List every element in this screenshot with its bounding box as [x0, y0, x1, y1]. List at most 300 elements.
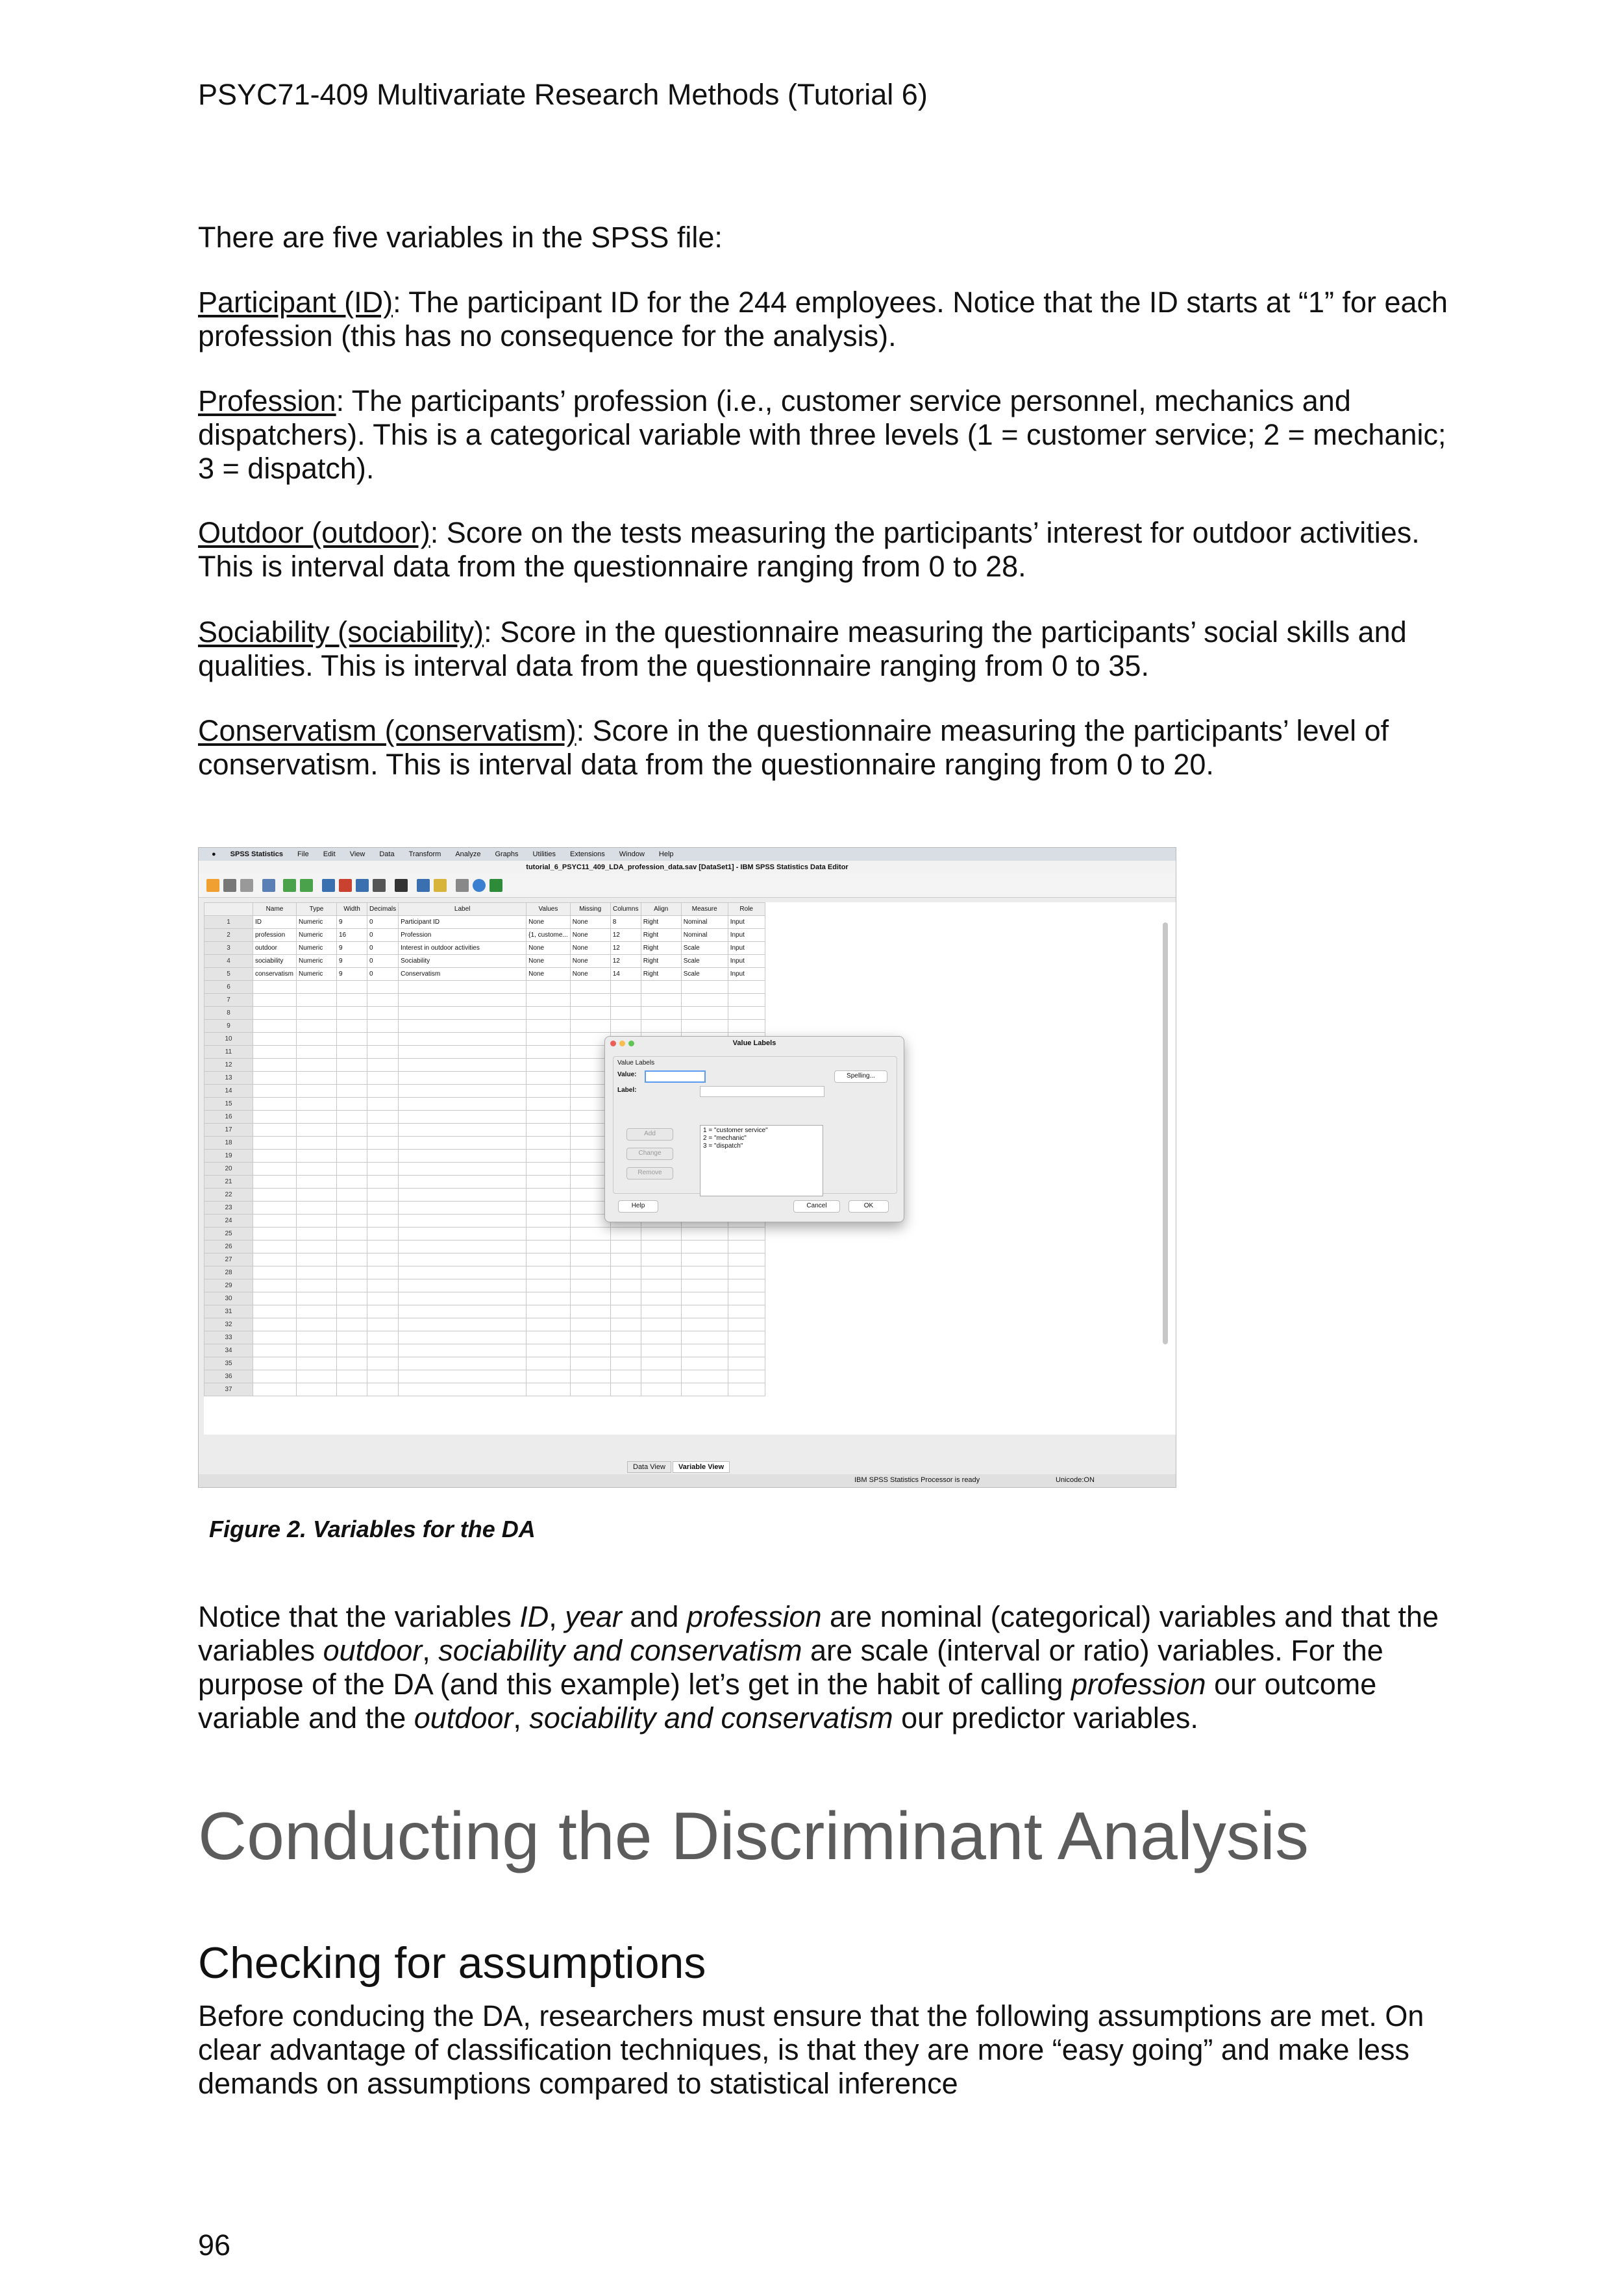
table-cell[interactable] [610, 1007, 641, 1020]
menu-utilities[interactable]: Utilities [532, 850, 556, 858]
table-cell[interactable] [527, 1292, 571, 1305]
tab-data-view[interactable]: Data View [627, 1461, 671, 1473]
table-cell[interactable] [337, 1111, 367, 1124]
vertical-scrollbar[interactable] [1163, 922, 1168, 1344]
table-cell[interactable] [570, 1357, 610, 1370]
table-cell[interactable]: 0 [367, 942, 399, 955]
table-cell[interactable]: Right [641, 929, 681, 942]
table-cell[interactable] [641, 981, 681, 994]
table-cell[interactable] [367, 1111, 399, 1124]
table-cell[interactable] [399, 1331, 527, 1344]
table-cell[interactable] [367, 1137, 399, 1150]
table-cell[interactable] [297, 1007, 337, 1020]
table-cell[interactable] [297, 1085, 337, 1098]
menu-analyze[interactable]: Analyze [455, 850, 481, 858]
table-cell[interactable] [253, 1215, 297, 1228]
table-row[interactable] [204, 968, 765, 981]
col-values[interactable]: Values [527, 903, 571, 916]
table-cell[interactable] [399, 1318, 527, 1331]
table-cell[interactable] [610, 1020, 641, 1033]
table-cell[interactable] [367, 1241, 399, 1253]
table-cell[interactable] [297, 1305, 337, 1318]
table-cell[interactable] [367, 1033, 399, 1046]
table-cell[interactable] [367, 1046, 399, 1059]
table-cell[interactable] [728, 1266, 765, 1279]
menu-help[interactable]: Help [658, 850, 674, 858]
table-row[interactable] [204, 994, 765, 1007]
table-cell[interactable]: 9 [337, 942, 367, 955]
table-cell[interactable]: 12 [610, 955, 641, 968]
table-cell[interactable] [367, 1370, 399, 1383]
table-row[interactable] [204, 981, 765, 994]
table-cell[interactable] [610, 981, 641, 994]
table-cell[interactable] [399, 1215, 527, 1228]
table-cell[interactable] [641, 1279, 681, 1292]
table-cell[interactable] [253, 994, 297, 1007]
table-cell[interactable] [367, 1163, 399, 1176]
table-cell[interactable] [610, 1253, 641, 1266]
table-cell[interactable] [367, 1202, 399, 1215]
table-cell[interactable]: None [570, 968, 610, 981]
table-cell[interactable] [253, 1085, 297, 1098]
table-cell[interactable] [297, 1163, 337, 1176]
table-cell[interactable] [367, 1279, 399, 1292]
col-name[interactable]: Name [253, 903, 297, 916]
insert-cases-icon[interactable] [373, 879, 386, 892]
table-cell[interactable] [527, 1305, 571, 1318]
table-cell[interactable] [610, 1305, 641, 1318]
table-cell[interactable] [297, 1292, 337, 1305]
table-cell[interactable] [399, 1383, 527, 1396]
table-cell[interactable]: Scale [681, 955, 728, 968]
table-cell[interactable] [367, 1007, 399, 1020]
table-row[interactable] [204, 1344, 765, 1357]
table-cell[interactable] [399, 1305, 527, 1318]
table-cell[interactable]: outdoor [253, 942, 297, 955]
table-cell[interactable] [253, 981, 297, 994]
table-cell[interactable] [527, 1344, 571, 1357]
table-cell[interactable] [527, 1033, 571, 1046]
table-cell[interactable] [253, 1189, 297, 1202]
table-cell[interactable] [610, 1266, 641, 1279]
table-cell[interactable] [610, 1292, 641, 1305]
table-cell[interactable] [399, 1098, 527, 1111]
table-cell[interactable] [337, 981, 367, 994]
table-cell[interactable] [297, 1370, 337, 1383]
table-cell[interactable] [681, 1344, 728, 1357]
table-cell[interactable] [367, 1331, 399, 1344]
dialog-recall-icon[interactable] [262, 879, 275, 892]
table-cell[interactable] [570, 1331, 610, 1344]
table-cell[interactable] [367, 1072, 399, 1085]
table-cell[interactable] [527, 1098, 571, 1111]
table-cell[interactable] [367, 1357, 399, 1370]
table-cell[interactable] [728, 1331, 765, 1344]
table-row[interactable] [204, 1383, 765, 1396]
table-cell[interactable]: Scale [681, 942, 728, 955]
table-cell[interactable] [728, 1292, 765, 1305]
menu-data[interactable]: Data [379, 850, 395, 858]
table-row[interactable] [204, 1228, 765, 1241]
table-cell[interactable] [297, 1111, 337, 1124]
table-cell[interactable]: None [527, 968, 571, 981]
table-cell[interactable] [527, 1266, 571, 1279]
value-input[interactable] [645, 1070, 706, 1083]
goto-case-icon[interactable] [322, 879, 335, 892]
cancel-button[interactable]: Cancel [793, 1200, 840, 1213]
table-cell[interactable]: 9 [337, 968, 367, 981]
table-cell[interactable] [297, 1279, 337, 1292]
table-cell[interactable] [253, 1176, 297, 1189]
table-cell[interactable] [337, 1033, 367, 1046]
table-row[interactable] [204, 955, 765, 968]
table-cell[interactable] [527, 1331, 571, 1344]
help-button[interactable]: Help [618, 1200, 658, 1213]
table-cell[interactable]: conservatism [253, 968, 297, 981]
table-cell[interactable] [337, 1253, 367, 1266]
table-cell[interactable] [367, 1383, 399, 1396]
table-row[interactable] [204, 1020, 765, 1033]
table-cell[interactable] [367, 1059, 399, 1072]
table-cell[interactable] [253, 1241, 297, 1253]
table-cell[interactable] [681, 1241, 728, 1253]
table-cell[interactable] [641, 1344, 681, 1357]
table-cell[interactable] [610, 1383, 641, 1396]
table-cell[interactable] [527, 1124, 571, 1137]
table-cell[interactable] [367, 1085, 399, 1098]
table-cell[interactable] [527, 1253, 571, 1266]
table-cell[interactable]: Input [728, 929, 765, 942]
table-cell[interactable] [728, 1020, 765, 1033]
table-cell[interactable] [337, 1098, 367, 1111]
table-cell[interactable] [337, 1383, 367, 1396]
table-cell[interactable] [337, 1370, 367, 1383]
table-cell[interactable] [610, 1357, 641, 1370]
table-cell[interactable]: ID [253, 916, 297, 929]
table-cell[interactable] [527, 1111, 571, 1124]
table-cell[interactable] [337, 1085, 367, 1098]
list-item[interactable]: 1 = "customer service" [703, 1127, 768, 1134]
table-cell[interactable] [610, 1241, 641, 1253]
table-cell[interactable] [297, 1318, 337, 1331]
table-cell[interactable] [641, 1318, 681, 1331]
table-cell[interactable] [297, 1241, 337, 1253]
ok-button[interactable]: OK [849, 1200, 889, 1213]
table-cell[interactable] [728, 1253, 765, 1266]
table-cell[interactable] [399, 1253, 527, 1266]
table-cell[interactable]: 0 [367, 916, 399, 929]
table-cell[interactable] [253, 1033, 297, 1046]
menu-app[interactable]: SPSS Statistics [230, 850, 283, 858]
table-cell[interactable] [570, 1020, 610, 1033]
table-cell[interactable]: Input [728, 916, 765, 929]
table-cell[interactable] [527, 1370, 571, 1383]
table-cell[interactable] [337, 1150, 367, 1163]
table-cell[interactable]: Right [641, 916, 681, 929]
table-cell[interactable]: Numeric [297, 916, 337, 929]
table-row[interactable] [204, 942, 765, 955]
print-icon[interactable] [240, 879, 253, 892]
table-cell[interactable] [728, 1007, 765, 1020]
table-cell[interactable] [570, 1344, 610, 1357]
table-cell[interactable] [337, 1163, 367, 1176]
table-cell[interactable] [253, 1007, 297, 1020]
table-cell[interactable] [337, 1046, 367, 1059]
select-cases-icon[interactable] [434, 879, 447, 892]
table-cell[interactable] [253, 1124, 297, 1137]
table-cell[interactable] [527, 1046, 571, 1059]
table-cell[interactable] [253, 1318, 297, 1331]
table-cell[interactable]: Input [728, 968, 765, 981]
table-cell[interactable] [253, 1137, 297, 1150]
table-cell[interactable] [399, 1176, 527, 1189]
menu-extensions[interactable]: Extensions [569, 850, 605, 858]
table-cell[interactable]: None [527, 942, 571, 955]
table-row[interactable] [204, 1266, 765, 1279]
table-cell[interactable] [527, 1202, 571, 1215]
table-cell[interactable] [681, 1331, 728, 1344]
table-cell[interactable] [728, 994, 765, 1007]
table-cell[interactable] [297, 1215, 337, 1228]
table-cell[interactable] [641, 1253, 681, 1266]
table-cell[interactable] [337, 1176, 367, 1189]
table-row[interactable] [204, 1318, 765, 1331]
table-cell[interactable] [399, 1228, 527, 1241]
table-cell[interactable] [399, 1357, 527, 1370]
menu-transform[interactable]: Transform [408, 850, 441, 858]
show-all-variables-icon[interactable] [489, 879, 502, 892]
table-cell[interactable] [728, 1318, 765, 1331]
redo-icon[interactable] [300, 879, 313, 892]
table-cell[interactable] [337, 1357, 367, 1370]
table-cell[interactable] [367, 1098, 399, 1111]
table-cell[interactable] [337, 1331, 367, 1344]
table-cell[interactable] [367, 1228, 399, 1241]
table-cell[interactable] [253, 1202, 297, 1215]
table-cell[interactable] [337, 1215, 367, 1228]
table-cell[interactable] [297, 1176, 337, 1189]
table-cell[interactable] [641, 1292, 681, 1305]
table-cell[interactable]: None [570, 916, 610, 929]
variables-icon[interactable] [356, 879, 369, 892]
menu-graphs[interactable]: Graphs [495, 850, 519, 858]
table-cell[interactable] [728, 1228, 765, 1241]
table-cell[interactable] [728, 1241, 765, 1253]
table-cell[interactable]: Nominal [681, 929, 728, 942]
table-cell[interactable] [641, 1357, 681, 1370]
split-file-icon[interactable] [417, 879, 430, 892]
table-cell[interactable] [367, 981, 399, 994]
table-cell[interactable]: Input [728, 942, 765, 955]
table-cell[interactable] [399, 1292, 527, 1305]
menu-view[interactable]: View [349, 850, 365, 858]
table-cell[interactable] [399, 1150, 527, 1163]
table-cell[interactable] [527, 1189, 571, 1202]
table-cell[interactable] [367, 1215, 399, 1228]
table-cell[interactable]: 0 [367, 929, 399, 942]
menu-window[interactable]: Window [619, 850, 645, 858]
table-cell[interactable] [527, 1059, 571, 1072]
table-cell[interactable] [681, 994, 728, 1007]
table-cell[interactable] [253, 1383, 297, 1396]
table-cell[interactable] [337, 1202, 367, 1215]
table-cell[interactable]: Input [728, 955, 765, 968]
goto-variable-icon[interactable] [339, 879, 352, 892]
table-cell[interactable] [399, 1007, 527, 1020]
table-cell[interactable] [641, 1305, 681, 1318]
table-row[interactable] [204, 1305, 765, 1318]
table-cell[interactable] [527, 981, 571, 994]
table-cell[interactable] [399, 1202, 527, 1215]
table-cell[interactable] [527, 1020, 571, 1033]
table-cell[interactable]: None [570, 929, 610, 942]
table-cell[interactable] [527, 1163, 571, 1176]
table-cell[interactable]: Right [641, 955, 681, 968]
table-cell[interactable] [297, 1253, 337, 1266]
table-cell[interactable] [728, 1305, 765, 1318]
table-cell[interactable] [253, 1344, 297, 1357]
table-cell[interactable] [297, 1228, 337, 1241]
table-cell[interactable]: None [570, 942, 610, 955]
table-row[interactable] [204, 1279, 765, 1292]
table-cell[interactable] [399, 1344, 527, 1357]
table-cell[interactable] [728, 981, 765, 994]
table-cell[interactable] [297, 1357, 337, 1370]
table-cell[interactable] [681, 1266, 728, 1279]
list-item[interactable]: 2 = "mechanic" [703, 1135, 747, 1142]
table-cell[interactable] [253, 1163, 297, 1176]
table-cell[interactable] [297, 1098, 337, 1111]
table-cell[interactable] [570, 1007, 610, 1020]
table-cell[interactable] [337, 1241, 367, 1253]
table-cell[interactable]: 16 [337, 929, 367, 942]
table-cell[interactable]: None [527, 916, 571, 929]
table-cell[interactable] [527, 1085, 571, 1098]
undo-icon[interactable] [283, 879, 296, 892]
table-cell[interactable] [728, 1370, 765, 1383]
change-button[interactable]: Change [626, 1148, 673, 1160]
table-cell[interactable] [399, 1163, 527, 1176]
table-cell[interactable]: None [570, 955, 610, 968]
table-cell[interactable] [570, 1266, 610, 1279]
table-cell[interactable]: Scale [681, 968, 728, 981]
table-cell[interactable]: 8 [610, 916, 641, 929]
table-cell[interactable] [610, 1331, 641, 1344]
value-labels-icon[interactable] [456, 879, 469, 892]
table-cell[interactable] [681, 1007, 728, 1020]
table-cell[interactable] [681, 1370, 728, 1383]
dialog-zoom-icon[interactable] [628, 1041, 634, 1046]
table-cell[interactable] [681, 1253, 728, 1266]
table-cell[interactable]: Right [641, 968, 681, 981]
table-cell[interactable] [337, 1292, 367, 1305]
table-cell[interactable]: 0 [367, 955, 399, 968]
table-cell[interactable] [681, 1305, 728, 1318]
table-cell[interactable] [367, 1344, 399, 1357]
table-cell[interactable] [527, 1072, 571, 1085]
table-row[interactable] [204, 1331, 765, 1344]
table-cell[interactable] [527, 1176, 571, 1189]
table-cell[interactable] [297, 1137, 337, 1150]
table-cell[interactable] [681, 1357, 728, 1370]
table-cell[interactable] [367, 1124, 399, 1137]
label-input[interactable] [700, 1086, 824, 1097]
table-cell[interactable]: Nominal [681, 916, 728, 929]
table-cell[interactable]: Profession [399, 929, 527, 942]
table-cell[interactable] [297, 1020, 337, 1033]
table-cell[interactable] [367, 1305, 399, 1318]
table-cell[interactable] [253, 1357, 297, 1370]
table-cell[interactable] [297, 1072, 337, 1085]
table-cell[interactable] [570, 1228, 610, 1241]
add-button[interactable]: Add [626, 1128, 673, 1141]
table-row[interactable] [204, 1370, 765, 1383]
table-row[interactable] [204, 929, 765, 942]
table-cell[interactable] [337, 1137, 367, 1150]
table-cell[interactable] [399, 1124, 527, 1137]
table-cell[interactable] [253, 1370, 297, 1383]
value-label-list[interactable] [700, 1125, 823, 1196]
table-cell[interactable] [399, 1111, 527, 1124]
table-cell[interactable] [681, 1279, 728, 1292]
table-cell[interactable] [253, 1059, 297, 1072]
table-cell[interactable] [399, 1033, 527, 1046]
table-cell[interactable] [399, 1072, 527, 1085]
col-width[interactable]: Width [337, 903, 367, 916]
table-cell[interactable] [337, 1344, 367, 1357]
table-cell[interactable] [527, 1279, 571, 1292]
table-cell[interactable] [399, 1370, 527, 1383]
table-cell[interactable] [399, 1046, 527, 1059]
table-cell[interactable] [367, 1189, 399, 1202]
table-cell[interactable] [337, 1189, 367, 1202]
table-cell[interactable]: Sociability [399, 955, 527, 968]
table-cell[interactable] [570, 1241, 610, 1253]
table-cell[interactable] [399, 1189, 527, 1202]
table-cell[interactable] [570, 1318, 610, 1331]
table-cell[interactable] [641, 994, 681, 1007]
spelling-button[interactable]: Spelling... [834, 1070, 887, 1083]
table-cell[interactable] [527, 1150, 571, 1163]
table-cell[interactable] [610, 1318, 641, 1331]
table-cell[interactable] [297, 994, 337, 1007]
table-cell[interactable] [337, 1007, 367, 1020]
table-row[interactable] [204, 1007, 765, 1020]
table-cell[interactable]: sociability [253, 955, 297, 968]
table-cell[interactable] [527, 1007, 571, 1020]
table-cell[interactable] [297, 1046, 337, 1059]
table-cell[interactable] [728, 1279, 765, 1292]
dialog-close-icon[interactable] [610, 1041, 616, 1046]
table-cell[interactable] [399, 1241, 527, 1253]
table-cell[interactable] [367, 1253, 399, 1266]
col-label[interactable]: Label [399, 903, 527, 916]
table-cell[interactable] [570, 1279, 610, 1292]
table-cell[interactable] [570, 1305, 610, 1318]
table-cell[interactable] [399, 1266, 527, 1279]
list-item[interactable]: 3 = "dispatch" [703, 1142, 743, 1150]
use-sets-icon[interactable] [473, 879, 486, 892]
table-cell[interactable] [253, 1279, 297, 1292]
table-cell[interactable] [367, 1266, 399, 1279]
table-cell[interactable] [527, 1357, 571, 1370]
table-cell[interactable] [570, 994, 610, 1007]
table-cell[interactable] [728, 1344, 765, 1357]
open-icon[interactable] [206, 879, 219, 892]
col-measure[interactable]: Measure [681, 903, 728, 916]
table-cell[interactable] [641, 1266, 681, 1279]
table-cell[interactable] [253, 1072, 297, 1085]
